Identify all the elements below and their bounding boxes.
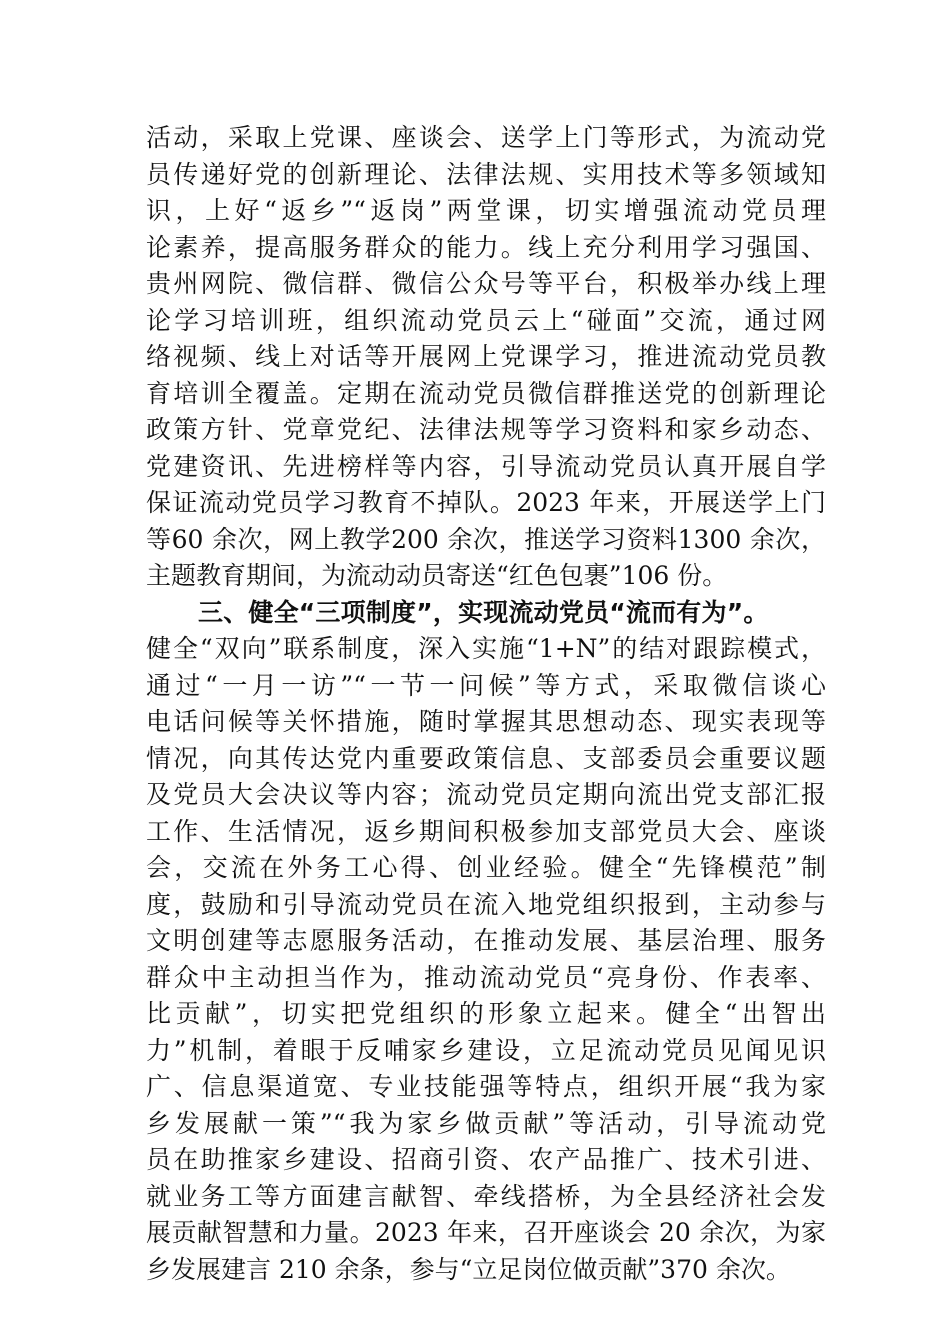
text-line: 就业务工等方面建言献智、牵线搭桥，为全县经济社会发: [146, 1181, 826, 1211]
text-line: 情况，向其传达党内重要政策信息、支部委员会重要议题: [146, 743, 826, 773]
text-line: 政策方针、党章党纪、法律法规等学习资料和家乡动态、: [146, 415, 826, 444]
text-line: 识，上好“返乡”“返岗”两堂课，切实增强流动党员理: [146, 196, 826, 225]
text-line: 比贡献”，切实把党组织的形象立起来。健全“出智出: [146, 999, 826, 1028]
text-line: 乡发展献一策”“我为家乡做贡献”等活动，引导流动党: [146, 1108, 826, 1138]
text-line: 员传递好党的创新理论、法律法规、实用技术等多领域知: [146, 159, 826, 189]
text-line: 主题教育期间，为流动动员寄送“红色包裹”106 份。: [146, 561, 728, 590]
text-line: 及党员大会决议等内容；流动党员定期向流出党支部汇报: [146, 780, 826, 809]
text-line: 党建资讯、先进榜样等内容，引导流动党员认真开展自学: [146, 451, 826, 481]
text-line: 文明创建等志愿服务活动，在推动发展、基层治理、服务: [146, 926, 826, 955]
text-line: 络视频、线上对话等开展网上党课学习，推进流动党员教: [146, 342, 826, 371]
text-line: 育培训全覆盖。定期在流动党员微信群推送党的创新理论: [146, 378, 826, 408]
text-line: 员在助推家乡建设、招商引资、农产品推广、技术引进、: [146, 1145, 826, 1174]
text-line: 通过“一月一访”“一节一问候”等方式，采取微信谈心: [146, 670, 826, 700]
section-heading: 三、健全“三项制度”，实现流动党员“流而有为”。: [198, 597, 769, 627]
text-line: 广、信息渠道宽、专业技能强等特点，组织开展“我为家: [146, 1072, 826, 1101]
text-line: 活动，采取上党课、座谈会、送学上门等形式，为流动党: [146, 123, 826, 152]
text-line: 乡发展建言 210 余条，参与“立足岗位做贡献”370 余次。: [146, 1254, 791, 1284]
text-line: 保证流动党员学习教育不掉队。2023 年来，开展送学上门: [146, 488, 826, 517]
text-line: 论学习培训班，组织流动党员云上“碰面”交流，通过网: [146, 305, 826, 335]
text-line: 力”机制，着眼于反哺家乡建设，立足流动党员见闻见识: [146, 1035, 826, 1065]
document-body: [146, 120, 826, 1288]
text-line: 群众中主动担当作为，推动流动党员“亮身份、作表率、: [146, 962, 826, 992]
text-line: 度，鼓励和引导流动党员在流入地党组织报到，主动参与: [146, 889, 826, 919]
paragraph-1: [146, 120, 826, 595]
text-line: 论素养，提高服务群众的能力。线上充分利用学习强国、: [146, 232, 826, 262]
text-line: 展贡献智慧和力量。2023 年来，召开座谈会 20 余次，为家: [146, 1218, 826, 1247]
text-line: 会，交流在外务工心得、创业经验。健全“先锋模范”制: [146, 853, 826, 882]
text-line: 等60 余次，网上教学200 余次，推送学习资料1300 余次，: [146, 524, 826, 554]
text-line: 电话问候等关怀措施，随时掌握其思想动态、现实表现等: [146, 707, 826, 736]
paragraph-2: [146, 631, 826, 1288]
text-line: 贵州网院、微信群、微信公众号等平台，积极举办线上理: [146, 269, 826, 298]
text-line: 工作、生活情况，返乡期间积极参加支部党员大会、座谈: [146, 816, 826, 846]
text-line: 健全“双向”联系制度，深入实施“1+N”的结对跟踪模式，: [146, 634, 826, 663]
